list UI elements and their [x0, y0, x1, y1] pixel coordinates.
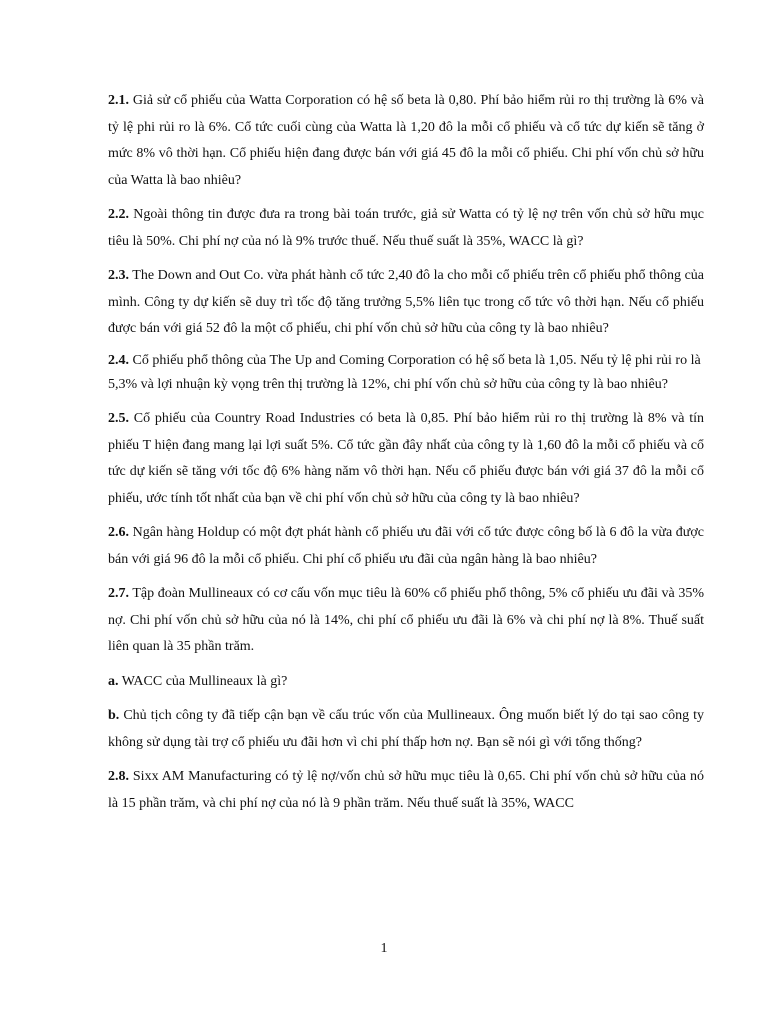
problem-text: Ngoài thông tin được đưa ra trong bài toán trước, giả sử Watta có tỷ lệ nợ trên vốn chủ sở hữu mục tiêu là 50%. Chi phí nợ của nó là 9% trước thuế. Nếu thuế suất là 35%, WACC là gì?: [108, 207, 704, 249]
problem-text: WACC của Mullineaux là gì?: [118, 673, 288, 689]
problem-text: Tập đoàn Mullineaux có cơ cấu vốn mục tiêu là 60% cổ phiếu phổ thông, 5% cổ phiếu ưu đãi và 35% nợ. Chi phí vốn chủ sở hữu của nó là 14%, chi phí cổ phiếu ưu đãi là 6% và chi phí nợ là 8%. Thuế suất liên quan là 35 phần trăm.: [108, 586, 704, 654]
problem-number: 2.8.: [108, 769, 129, 784]
problem-number: 2.1.: [108, 93, 129, 108]
problem-number: 2.7.: [108, 586, 129, 601]
problem-2-8: [108, 764, 704, 817]
page-number: 1: [380, 941, 388, 956]
problem-text: Sixx AM Manufacturing có tỷ lệ nợ/vốn chủ sở hữu mục tiêu là 0,65. Chi phí vốn chủ sở hữu của nó là 15 phần trăm, và chi phí nợ của nó là 9 phần trăm. Nếu thuế suất là 35%, WACC: [108, 769, 704, 811]
problem-number: 2.5.: [108, 411, 129, 426]
problem-text: Cổ phiếu của Country Road Industries có beta là 0,85. Phí bảo hiểm rủi ro thị trường là 8% và tín phiếu T hiện đang mang lại lợi suất 5%. Cổ tức gần đây nhất của công ty là 1,60 đô la mỗi cổ phiếu và cổ tức dự kiến sẽ tăng với tốc độ 6% hàng năm vô thời hạn. Nếu cổ phiếu được bán với giá 37 đô la mỗi cổ phiếu, ước tính tốt nhất của bạn về chi phí vốn chủ sở hữu của công ty là bao nhiêu?: [108, 411, 704, 506]
problem-number: 2.3.: [108, 268, 129, 283]
problem-number: 2.2.: [108, 207, 129, 222]
document-body: [108, 88, 704, 825]
part-label: a.: [108, 673, 119, 689]
part-label: b.: [108, 708, 120, 723]
problem-text: Cổ phiếu phổ thông của The Up and Coming Corporation có hệ số beta là 1,05. Nếu tỷ lệ phi rủi ro là: [129, 352, 701, 368]
problem-number: 2.6.: [108, 525, 129, 540]
problem-2-4-continued: [108, 372, 704, 399]
problem-number: 2.4.: [108, 352, 129, 368]
problem-2-7: [108, 581, 704, 661]
problem-text: 5,3% và lợi nhuận kỳ vọng trên thị trường là 12%, chi phí vốn chủ sở hữu của công ty là bao nhiêu?: [108, 376, 668, 392]
problem-2-7-part-a: [108, 669, 704, 696]
problem-2-4: [108, 351, 704, 370]
problem-text: Giả sử cổ phiếu của Watta Corporation có hệ số beta là 0,80. Phí bảo hiểm rủi ro thị trường là 6% và tỷ lệ phi rủi ro là 6%. Cổ tức cuối cùng của Watta là 1,20 đô la mỗi cổ phiếu và cổ tức dự kiến sẽ tăng ở mức 8% vô thời hạn. Cổ phiếu hiện đang được bán với giá 45 đô la mỗi cổ phiếu. Chi phí vốn chủ sở hữu của Watta là bao nhiêu?: [108, 93, 704, 188]
problem-2-6: [108, 520, 704, 573]
problem-2-3: [108, 263, 704, 343]
problem-text: Chủ tịch công ty đã tiếp cận bạn về cấu trúc vốn của Mullineaux. Ông muốn biết lý do tại sao công ty không sử dụng tài trợ cổ phiếu ưu đãi hơn vì chi phí thấp hơn nợ. Bạn sẽ nói gì với tổng thống?: [108, 708, 704, 750]
problem-2-2: [108, 202, 704, 255]
problem-text: The Down and Out Co. vừa phát hành cổ tức 2,40 đô la cho mỗi cổ phiếu trên cổ phiếu phổ thông của mình. Công ty dự kiến sẽ duy trì tốc độ tăng trưởng 5,5% liên tục trong cổ tức vô thời hạn. Nếu cổ phiếu được bán với giá 52 đô la một cổ phiếu, chi phí vốn chủ sở hữu của công ty là bao nhiêu?: [108, 268, 704, 336]
problem-2-5: [108, 406, 704, 512]
problem-text: Ngân hàng Holdup có một đợt phát hành cổ phiếu ưu đãi với cổ tức được công bố là 6 đô la vừa được bán với giá 96 đô la mỗi cổ phiếu. Chi phí cổ phiếu ưu đãi của ngân hàng là bao nhiêu?: [108, 525, 704, 567]
problem-2-1: [108, 88, 704, 194]
problem-2-7-part-b: [108, 703, 704, 756]
